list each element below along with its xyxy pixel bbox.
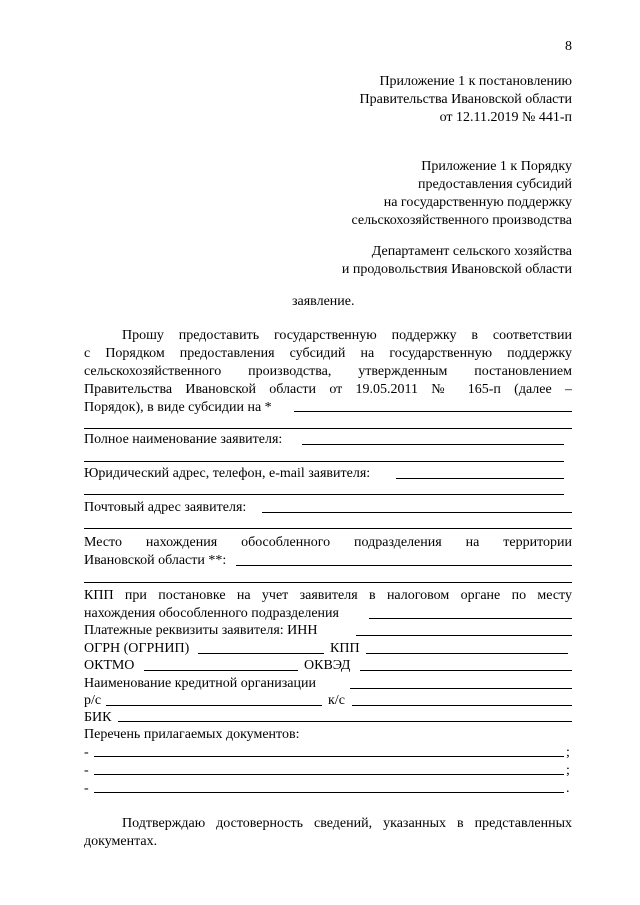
intro-line: сельскохозяйственного производства, утвержденным постановлением <box>84 364 572 379</box>
header-line: Правительства Ивановской области <box>359 92 572 107</box>
confirmation-text: документах. <box>84 834 158 849</box>
documents-label: Перечень прилагаемых документов: <box>84 727 300 742</box>
document-title: заявление. <box>292 294 355 309</box>
branch-location-field[interactable] <box>236 565 572 566</box>
document-field-3[interactable] <box>94 792 564 793</box>
postal-address-label: Почтовый адрес заявителя: <box>84 500 247 515</box>
corr-account-label: к/с <box>328 693 345 708</box>
doc-end: . <box>566 781 570 796</box>
postal-address-field[interactable] <box>262 512 572 513</box>
account-field[interactable] <box>106 705 322 706</box>
legal-address-field-cont[interactable] <box>84 494 564 495</box>
subsidy-purpose-field-cont[interactable] <box>84 428 572 429</box>
full-name-label: Полное наименование заявителя: <box>84 432 283 447</box>
account-label: р/с <box>84 693 102 708</box>
oktmo-field[interactable] <box>144 670 298 671</box>
ogrn-label: ОГРН (ОГРНИП) <box>84 641 190 656</box>
doc-end: ; <box>566 745 570 760</box>
kpp-label: КПП <box>330 641 360 656</box>
inn-field[interactable] <box>356 635 572 636</box>
bank-name-label: Наименование кредитной организации <box>84 676 316 691</box>
oktmo-label: ОКТМО <box>84 658 135 673</box>
doc-dash: - <box>84 763 89 778</box>
full-name-field-cont[interactable] <box>84 461 564 462</box>
intro-line: Правительства Ивановской области от 19.05.2011 № 165-п (далее – <box>84 382 572 397</box>
okved-label: ОКВЭД <box>304 658 351 673</box>
confirmation-text: Подтверждаю достоверность сведений, указанных в представленных <box>122 816 572 831</box>
branch-location-field-cont[interactable] <box>84 582 572 583</box>
bik-field[interactable] <box>118 721 572 722</box>
doc-end: ; <box>566 763 570 778</box>
branch-location-label: Место нахождения обособленного подразделения на территории <box>84 535 572 550</box>
kpp-branch-label: КПП при постановке на учет заявителя в налоговом органе по месту <box>84 588 572 603</box>
document-field-2[interactable] <box>94 774 564 775</box>
addressee-line: и продовольствия Ивановской области <box>341 262 572 277</box>
header-line: Приложение 1 к постановлению <box>379 74 572 89</box>
intro-line: Порядок), в виде субсидии на * <box>84 400 272 415</box>
addressee-line: Департамент сельского хозяйства <box>371 244 572 259</box>
document-field-1[interactable] <box>94 756 564 757</box>
page-number: 8 <box>565 39 572 54</box>
appendix-line: на государственную поддержку <box>383 195 572 210</box>
ogrn-field[interactable] <box>198 653 324 654</box>
doc-dash: - <box>84 745 89 760</box>
corr-account-field[interactable] <box>352 705 572 706</box>
intro-line: Прошу предоставить государственную поддержку в соответствии <box>122 328 572 343</box>
kpp-branch-label: нахождения обособленного подразделения <box>84 606 339 621</box>
legal-address-label: Юридический адрес, телефон, e-mail заявителя: <box>84 466 371 481</box>
kpp-branch-field[interactable] <box>369 618 572 619</box>
bik-label: БИК <box>84 710 112 725</box>
kpp-field[interactable] <box>366 653 568 654</box>
branch-location-label: Ивановской области **: <box>84 553 227 568</box>
inn-label: Платежные реквизиты заявителя: ИНН <box>84 623 318 638</box>
postal-address-field-cont[interactable] <box>84 528 572 529</box>
okved-field[interactable] <box>360 670 572 671</box>
subsidy-purpose-field[interactable] <box>294 411 572 412</box>
appendix-line: предоставления субсидий <box>417 177 572 192</box>
bank-name-field[interactable] <box>350 688 572 689</box>
intro-line: с Порядком предоставления субсидий на государственную поддержку <box>84 346 572 361</box>
header-line: от 12.11.2019 № 441-п <box>439 110 572 125</box>
doc-dash: - <box>84 781 89 796</box>
legal-address-field[interactable] <box>396 478 564 479</box>
appendix-line: Приложение 1 к Порядку <box>421 159 572 174</box>
full-name-field[interactable] <box>302 444 564 445</box>
appendix-line: сельскохозяйственного производства <box>351 213 572 228</box>
